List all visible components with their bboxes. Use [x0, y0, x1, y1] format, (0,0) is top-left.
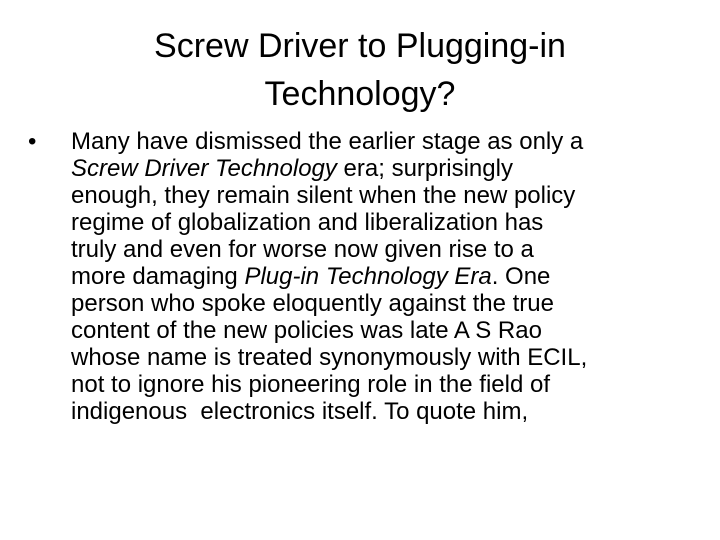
paragraph-line-4: regime of globalization and liberalization has: [71, 209, 544, 236]
paragraph-line-11: indigenous electronics itself. To quote him,: [71, 398, 529, 425]
italic-term-screw-driver: Screw Driver Technology: [71, 155, 337, 182]
bullet-icon: •: [28, 128, 37, 155]
paragraph-line-6: [71, 263, 711, 290]
paragraph-line-9: whose name is treated synonymously with ECIL,: [71, 344, 588, 371]
paragraph-line-6-pre: more damaging: [71, 263, 245, 290]
bullet-paragraph: [71, 128, 711, 425]
paragraph-line-7: person who spoke eloquently against the true: [71, 290, 554, 317]
paragraph-line-5: truly and even for worse now given rise to a: [71, 236, 534, 263]
paragraph-line-10: not to ignore his pioneering role in the field of: [71, 371, 550, 398]
title-line-1: Screw Driver to Plugging-in: [154, 27, 566, 65]
paragraph-line-8: content of the new policies was late A S Rao: [71, 317, 542, 344]
paragraph-line-1: Many have dismissed the earlier stage as only a: [71, 128, 584, 155]
paragraph-line-3: enough, they remain silent when the new policy: [71, 182, 576, 209]
paragraph-line-6-post: . One: [491, 263, 551, 290]
paragraph-line-2-rest: era; surprisingly: [336, 155, 513, 182]
slide-title: [60, 22, 660, 118]
paragraph-line-2: [71, 155, 711, 182]
italic-term-plug-in: Plug-in Technology Era: [244, 263, 492, 290]
title-line-2: Technology?: [264, 75, 456, 113]
